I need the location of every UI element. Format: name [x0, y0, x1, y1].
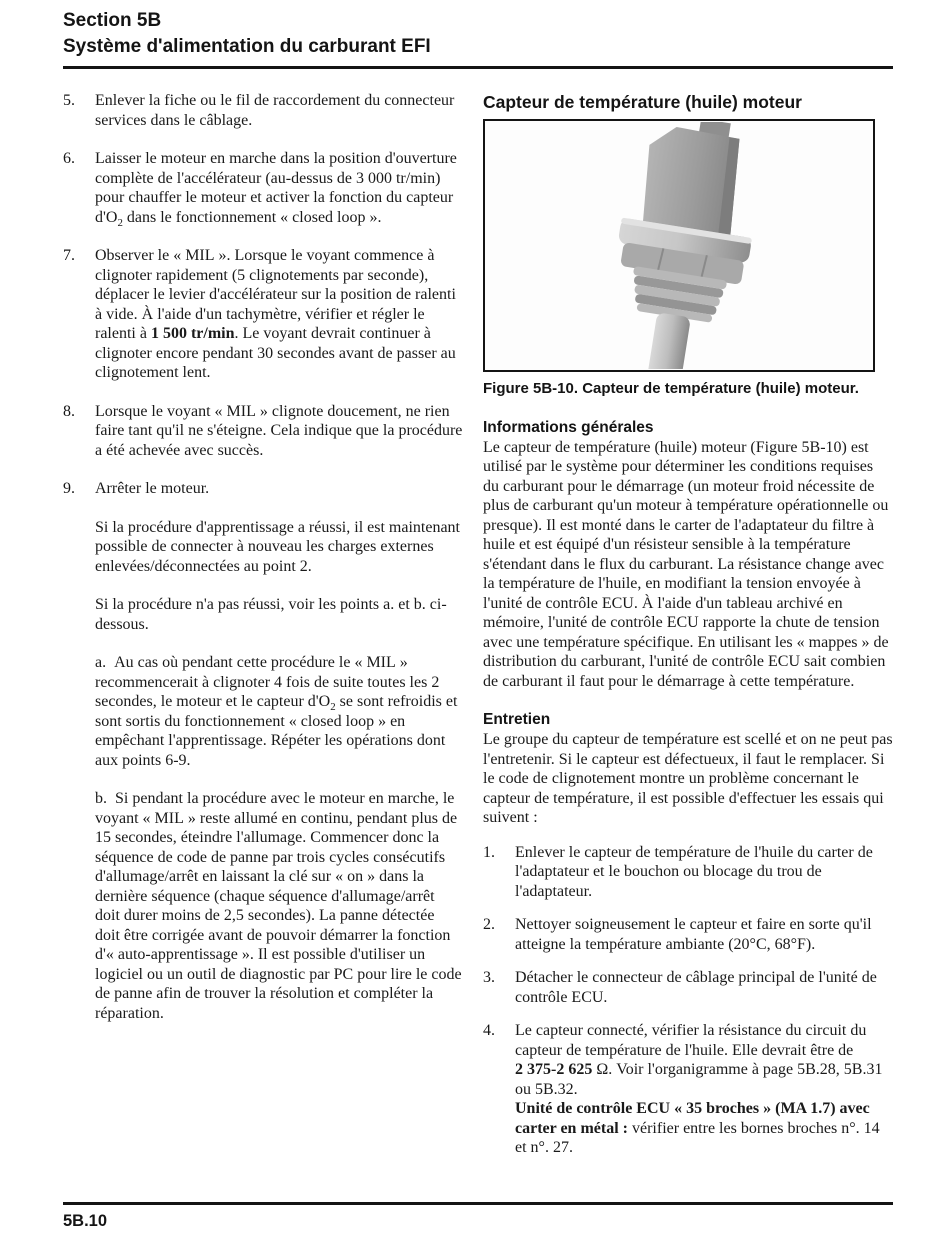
- oil-temp-sensor-photo: [486, 122, 872, 369]
- page-header: [63, 8, 893, 69]
- list-item-text: Lorsque le voyant « MIL » clignote doucement, ne rien faire tant qu'il ne s'éteigne. Cela indique que la procédure a été achevée avec succès.: [95, 402, 463, 459]
- paragraph-a: a. Au cas où pendant cette procédure le « MIL » recommencerait à clignoter 4 fois de suite toutes les 2 secondes, le moteur et le capteur $d'O_2$ se sont refroidis et sont sortis du fonctionnement « closed loop » en empêchant l'apprentissage. Répéter les opérations dont aux points 6-9.: [95, 654, 458, 769]
- list-number: 9.: [63, 480, 75, 497]
- list-item-7: [63, 246, 463, 383]
- maintenance-steps: [483, 843, 893, 1158]
- subheading-general-info: Informations générales: [483, 418, 654, 436]
- list-item-6: [63, 149, 463, 227]
- paragraph-failure: Si la procédure n'a pas réussi, voir les points a. et b. ci-dessous.: [95, 596, 447, 633]
- list-number: 5.: [63, 92, 75, 109]
- section-title: Système d'alimentation du carburant EFI: [63, 36, 431, 57]
- subheading-maintenance: Entretien: [483, 711, 551, 728]
- two-column-body: [63, 91, 893, 1172]
- topic-heading: Capteur de température (huile) moteur: [483, 92, 802, 112]
- step-text: Enlever le capteur de température de l'huile du carter de l'adaptateur et le bouchon ou blocage du trou de l'adaptateur.: [515, 843, 873, 900]
- figure-box: [483, 119, 875, 372]
- list-number: 8.: [63, 402, 75, 420]
- list-item-5: [63, 91, 463, 130]
- list-item-text: Observer le « MIL ». Lorsque le voyant commence à clignoter rapidement (5 clignotements par seconde), déplacer le levier d'accélérateur sur la position de ralenti à vide. À l'aide d'un tachymètre, vérifier et régler le ralenti à 1 500 tr/min. Le voyant devrait continuer à clignoter encore pendant 30 secondes avant de passer au clignotement lent.: [95, 247, 456, 381]
- step-1: [483, 843, 893, 902]
- step-2: [483, 915, 893, 954]
- maintenance-text: Le groupe du capteur de température est scellé et on ne peut pas l'entretenir. Si le capteur est défectueux, il faut le remplacer. Si le code de clignotement montre un problème concernant le capteur de température, il est possible d'effectuer les essais qui suivent :: [483, 731, 893, 826]
- list-number: 6.: [63, 150, 75, 167]
- left-column: [63, 91, 463, 1172]
- list-item-8: [63, 402, 463, 461]
- list-number: 3.: [483, 969, 495, 986]
- header-rule: [63, 66, 893, 69]
- section-number: Section 5B: [63, 10, 162, 31]
- step-4: [483, 1021, 893, 1158]
- list-item-text: Laisser le moteur en marche dans la position d'ouverture complète de l'accélérateur (au-dessus de 3 000 tr/min) pour chauffer le moteur et activer la fonction du capteur $d'O_2$ dans le fonctionnement « closed loop ».: [95, 150, 457, 229]
- list-number: 7.: [63, 247, 75, 264]
- step-text: Nettoyer soigneusement le capteur et faire en sorte qu'il atteigne la température ambiante (20°C, 68°F).: [515, 916, 872, 953]
- list-number: 2.: [483, 916, 495, 933]
- list-item-text: Arrêter le moteur.: [95, 480, 210, 497]
- list-item-text: Enlever la fiche ou le fil de raccordement du connecteur services dans le câblage.: [95, 92, 455, 129]
- list-item-9: [63, 479, 463, 499]
- step-text: Détacher le connecteur de câblage principal de l'unité de contrôle ECU.: [515, 969, 877, 1006]
- step-text: Le capteur connecté, vérifier la résistance du circuit du capteur de température de l'huile. Elle devrait être de 2 375-2 625 Ω. Voir l'organigramme à page 5B.28, 5B.31 ou 5B.32. Unité de contrôle ECU « 35 broches » (MA 1.7) avec carter en métal : vérifier entre les bornes broches n°. 14 et n°. 27.: [515, 1022, 883, 1156]
- general-info-text: Le capteur de température (huile) moteur (Figure 5B-10) est utilisé par le système pour déterminer les conditions requises du carburant pour le démarrage (un moteur froid nécessite de plus de carburant qu'un moteur à température opérationnelle ou presque). Il est monté dans le carter de l'adaptateur du filtre à huile et est équipé d'un résisteur sensible à la température s'étendant dans le flux du carburant. La résistance change avec la température de l'huile, en modifiant la tension envoyée à l'unité de contrôle ECU. À l'aide d'un tableau archivé en mémoire, l'unité de contrôle ECU rapporte la chute de tension avec une température spécifique. En utilisant les « mappes » de distribution du carburant, l'unité de contrôle ECU sait combien de carburant il faut pour le démarrage à cette température.: [483, 438, 889, 690]
- page-number: 5B.10: [63, 1212, 108, 1230]
- list-number: 1.: [483, 843, 495, 861]
- right-column: [483, 91, 893, 1172]
- figure-caption: Figure 5B-10. Capteur de température (huile) moteur.: [483, 380, 859, 397]
- list-number: 4.: [483, 1022, 495, 1039]
- page-footer: [63, 1202, 893, 1231]
- paragraph-b: b. Si pendant la procédure avec le moteur en marche, le voyant « MIL » reste allumé en continu, pendant plus de 15 secondes, éteindre l'allumage. Commencer donc la séquence de code de panne par trois cycles consécutifs d'allumage/arrêt en laissant la clé sur « on » dans la dernière séquence (chaque séquence d'allumage/arrêt doit durer moins de 2,5 secondes). La panne détectée doit être corrigée avant de pouvoir démarrer la fonction d'« auto-apprentissage ». Il est possible d'utiliser un logiciel ou un outil de diagnostic par PC pour lire le code de panne afin de trouver la résolution et compléter la réparation.: [95, 790, 462, 1022]
- paragraph-success: Si la procédure d'apprentissage a réussi, il est maintenant possible de connecter à nouveau les charges externes enlevées/déconnectées au point 2.: [95, 518, 460, 575]
- footer-rule: [63, 1202, 893, 1205]
- step-3: [483, 968, 893, 1007]
